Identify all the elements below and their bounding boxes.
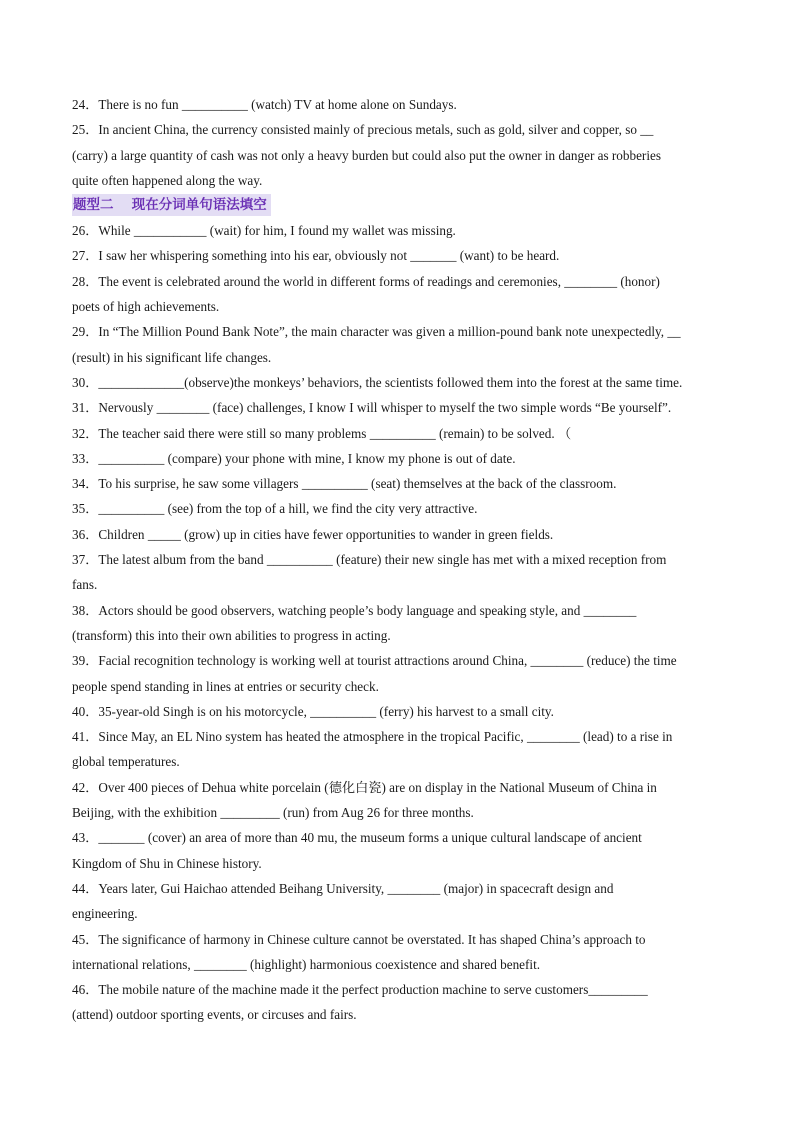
text-line: Beijing, with the exhibition _________ (run) from Aug 26 for three months.: [72, 805, 474, 821]
text-line: (carry) a large quantity of cash was not only a heavy burden but could also put the owner in danger as robberies: [72, 147, 661, 163]
exercise-content: [72, 92, 732, 1028]
text-line: 35．__________ (see) from the top of a hill, we find the city very attractive.: [72, 501, 478, 517]
text-line: 42．Over 400 pieces of Dehua white porcelain (德化白瓷) are on display in the National Museum of China in: [72, 779, 657, 795]
text-line: 37．The latest album from the band __________ (feature) their new single has met with a mixed reception from: [72, 552, 667, 568]
text-line: 41．Since May, an EL Nino system has heated the atmosphere in the tropical Pacific, ________ (lead) to a rise in: [72, 729, 673, 745]
section-heading: 题型二 现在分词单句语法填空: [72, 194, 271, 216]
text-line: 46．The mobile nature of the machine made it the perfect production machine to serve customers_________: [72, 982, 648, 998]
text-line: 24．There is no fun __________ (watch) TV at home alone on Sundays.: [72, 97, 457, 112]
text-line: (attend) outdoor sporting events, or circuses and fairs.: [72, 1007, 357, 1023]
text-line: poets of high achievements.: [72, 299, 220, 315]
text-line: 39．Facial recognition technology is working well at tourist attractions around China, ________ (reduce) the time: [72, 653, 677, 669]
text-line: 38．Actors should be good observers, watching people’s body language and speaking style, and ________: [72, 602, 637, 618]
text-line: people spend standing in lines at entries or security check.: [72, 678, 379, 694]
text-line: quite often happened along the way.: [72, 172, 263, 188]
text-line: 32．The teacher said there were still so many problems __________ (remain) to be solved. （: [72, 425, 572, 441]
text-line: 44．Years later, Gui Haichao attended Beihang University, ________ (major) in spacecraft design and: [72, 880, 614, 896]
text-line: 33．__________ (compare) your phone with mine, I know my phone is out of date.: [72, 450, 516, 466]
text-line: engineering.: [72, 906, 138, 922]
text-line: 45．The significance of harmony in Chinese culture cannot be overstated. It has shaped China’s approach to: [72, 931, 646, 947]
questions-part-one: [72, 92, 732, 193]
text-line: global temperatures.: [72, 754, 180, 770]
text-line: Kingdom of Shu in Chinese history.: [72, 855, 262, 871]
questions-part-two: [72, 218, 732, 1028]
text-line: 40．35-year-old Singh is on his motorcycle, __________ (ferry) his harvest to a small city.: [72, 703, 554, 719]
text-line: fans.: [72, 577, 98, 593]
text-line: 43．_______ (cover) an area of more than 40 mu, the museum forms a unique cultural landscape of ancient: [72, 830, 642, 846]
text-line: 28．The event is celebrated around the world in different forms of readings and ceremonies, ________ (honor): [72, 273, 660, 289]
text-line: 27．I saw her whispering something into his ear, obviously not _______ (want) to be heard.: [72, 248, 560, 264]
text-line: 34．To his surprise, he saw some villagers __________ (seat) themselves at the back of the classroom.: [72, 476, 617, 492]
text-line: (transform) this into their own abilities to progress in acting.: [72, 627, 391, 643]
text-line: 29．In “The Million Pound Bank Note”, the main character was given a million-pound bank note unexpectedly, __: [72, 324, 681, 340]
text-line: 30．_____________(observe)the monkeys’ behaviors, the scientists followed them into the forest at the same time.: [72, 374, 683, 390]
text-line: 25．In ancient China, the currency consisted mainly of precious metals, such as gold, silver and copper, so __: [72, 122, 654, 138]
text-line: 36．Children _____ (grow) up in cities have fewer opportunities to wander in green fields.: [72, 526, 554, 542]
text-line: (result) in his significant life changes.: [72, 349, 272, 365]
text-line: 26．While ___________ (wait) for him, I found my wallet was missing.: [72, 223, 456, 239]
text-line: 31．Nervously ________ (face) challenges, I know I will whisper to myself the two simple words “Be yourself”.: [72, 400, 672, 416]
text-line: international relations, ________ (highlight) harmonious coexistence and shared benefit.: [72, 956, 541, 972]
